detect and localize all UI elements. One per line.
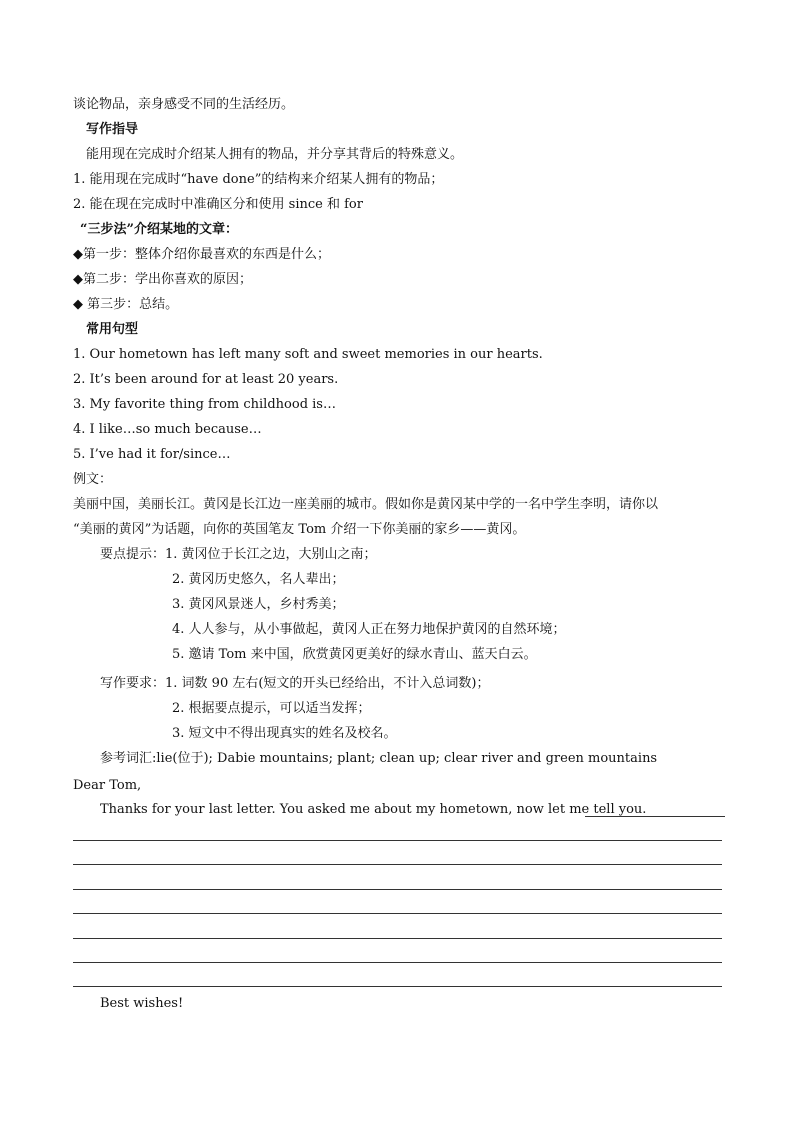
step-1: ◆第一步：整体介绍你最喜欢的东西是什么； — [73, 247, 330, 262]
answer-line[interactable] — [73, 840, 722, 841]
step-3: ◆ 第三步：总结。 — [73, 297, 179, 312]
three-step-heading: “三步法”介绍某地的文章： — [80, 222, 238, 237]
answer-line[interactable] — [585, 816, 725, 817]
step-2: ◆第二步：学出你喜欢的原因； — [73, 272, 252, 287]
example-prompt-line-2: “美丽的黄冈”为话题，向你的英国笔友 Tom 介绍一下你美丽的家乡——黄冈。 — [73, 522, 526, 537]
guide-item-2: 2. 能在现在完成时中准确区分和使用 since 和 for — [73, 197, 363, 212]
section-heading-writing-guide: 写作指导 — [86, 122, 139, 137]
answer-line[interactable] — [73, 864, 722, 865]
letter-salutation: Dear Tom, — [73, 778, 142, 793]
sentence-4: 4. I like…so much because… — [73, 422, 262, 437]
key-point-1: 要点提示：1. 黄冈位于长江之边，大别山之南； — [100, 547, 377, 562]
sentence-5: 5. I’ve had it for/since… — [73, 447, 231, 462]
section-heading-common-sentences: 常用句型 — [86, 322, 139, 337]
example-prompt-line-1: 美丽中国，美丽长江。黄冈是长江边一座美丽的城市。假如你是黄冈某中学的一名中学生李明，请你以 — [73, 497, 659, 512]
sentence-1: 1. Our hometown has left many soft and sweet memories in our hearts. — [73, 347, 543, 362]
key-point-4: 4. 人人参与，从小事做起，黄冈人正在努力地保护黄冈的自然环境； — [172, 622, 566, 637]
requirement-1: 写作要求：1. 词数 90 左右(短文的开头已经给出，不计入总词数)； — [100, 676, 490, 691]
answer-line[interactable] — [73, 889, 722, 890]
answer-line[interactable] — [73, 986, 722, 987]
guide-text: 能用现在完成时介绍某人拥有的物品，并分享其背后的特殊意义。 — [86, 147, 464, 162]
answer-line[interactable] — [73, 938, 722, 939]
key-point-2: 2. 黄冈历史悠久，名人辈出； — [172, 572, 345, 587]
letter-closing: Best wishes! — [100, 996, 184, 1011]
key-point-3: 3. 黄冈风景迷人，乡村秀美； — [172, 597, 345, 612]
answer-line[interactable] — [73, 962, 722, 963]
letter-opening: Thanks for your last letter. You asked me about my hometown, now let me tell you. — [100, 802, 647, 817]
requirement-2: 2. 根据要点提示，可以适当发挥； — [172, 701, 371, 716]
sentence-3: 3. My favorite thing from childhood is… — [73, 397, 336, 412]
reference-vocabulary: 参考词汇:lie(位于); Dabie mountains; plant; clean up; clear river and green mountains — [100, 751, 658, 766]
key-point-5: 5. 邀请 Tom 来中国，欣赏黄冈更美好的绿水青山、蓝天白云。 — [172, 647, 537, 662]
example-label: 例文： — [73, 472, 113, 487]
requirement-3: 3. 短文中不得出现真实的姓名及校名。 — [172, 726, 397, 741]
answer-line[interactable] — [73, 913, 722, 914]
intro-line: 谈论物品，亲身感受不同的生活经历。 — [73, 97, 295, 112]
guide-item-1: 1. 能用现在完成时“have done”的结构来介绍某人拥有的物品； — [73, 172, 444, 187]
sentence-2: 2. It’s been around for at least 20 years. — [73, 372, 339, 387]
